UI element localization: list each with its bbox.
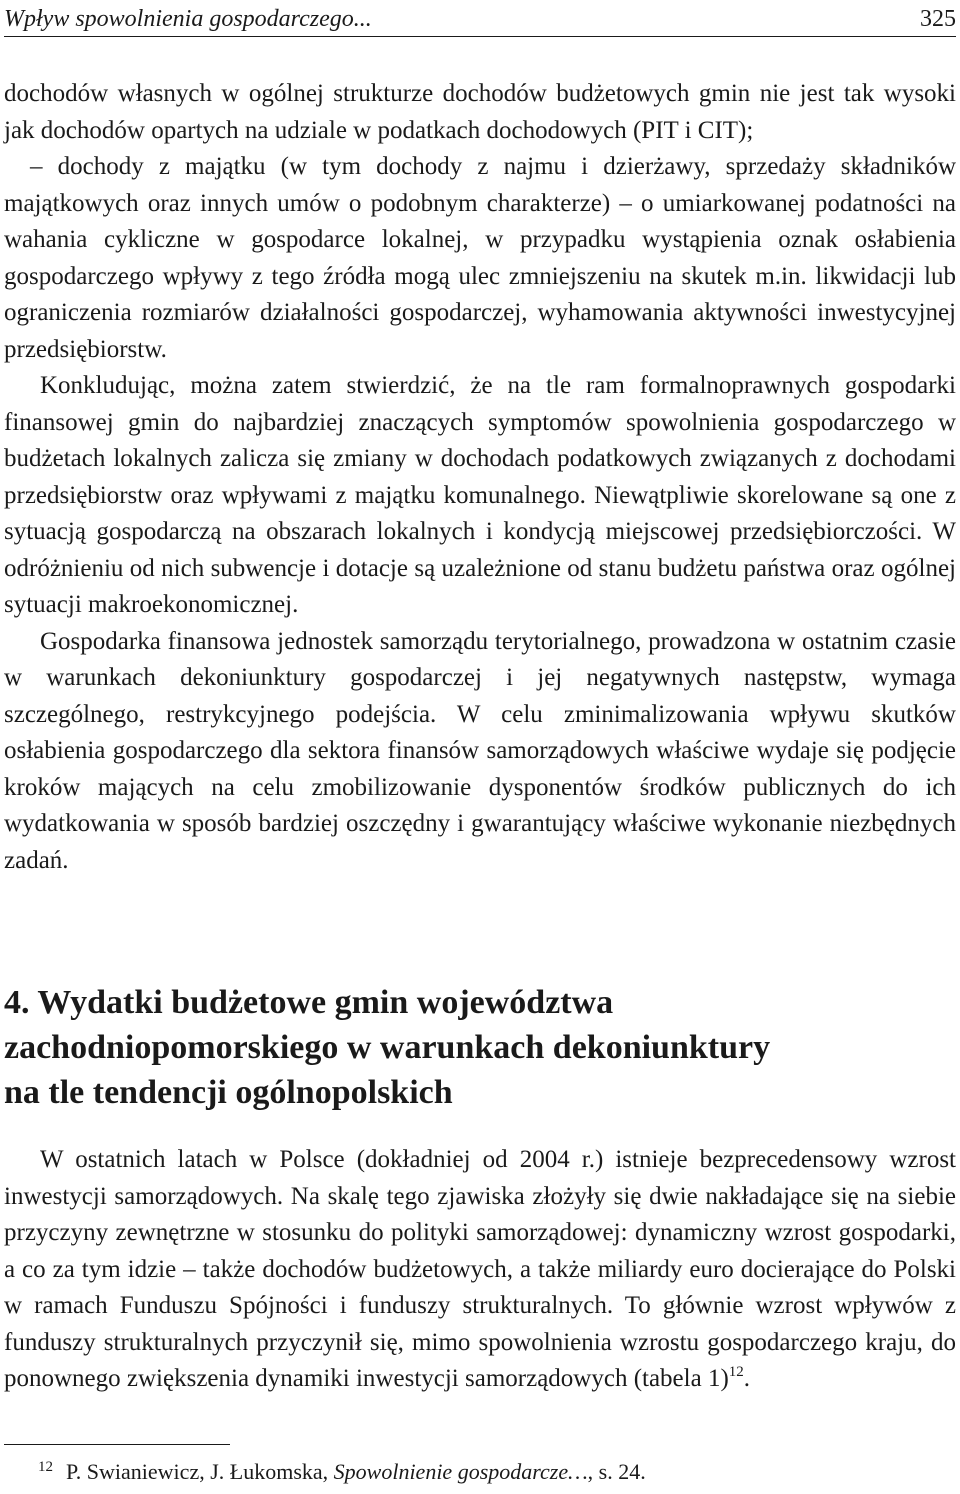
section-body [4,1142,956,1398]
footnote: 12 P. Swianiewicz, J. Łukomska, Spowolnienie gospodarcze…, s. 24. [38,1459,646,1484]
list-item-dash: – dochody z majątku (w tym dochody z najmu i dzierżawy, sprzedaży składników majątkowych oraz innych umów o podobnym charakterze) – o umiarkowanej podatności na wahania cykliczne w gospodarce lokalnej, w przypadku wystąpienia oznak osłabienia gospodarczego wpływy z tego źródła mogą ulec zmniejszeniu na skutek m.in. likwidacji lub ograniczenia rozmiarów działalności gospodarczej, wyhamowania aktywności inwestycyjnej przedsiębiorstw. [4,153,956,363]
paragraph-text: W ostatnich latach w Polsce (dokładniej od 2004 r.) istnieje bezprecedensowy wzrost inwestycji samorządowych. Na skalę tego zjawiska złożyły się dwie nakładające się na siebie przyczyny zewnętrzne w stosunku do polityki samorządowej: dynamiczny wzrost gospodarki, a co za tym idzie – także dochodów budżetowych, a także miliardy euro docierające do Polski w ramach Funduszu Spójności i funduszy strukturalnych. To głównie wzrost wpływów z funduszy strukturalnych przyczynił się, mimo spowolnienia wzrostu gospodarczego kraju, do ponownego zwiększenia dynamiki inwestycji samorządowych (tabela 1) [4,1146,956,1392]
page-number: 325 [920,6,956,32]
footnote-pages: , s. 24. [587,1459,646,1484]
body-text [4,76,956,879]
paragraph: Gospodarka finansowa jednostek samorządu terytorialnego, prowadzona w ostatnim czasie w warunkach dekoniunktury gospodarczej i jej negatywnych następstw, wymaga szczególnego, restrykcyjnego podejścia. W celu zminimalizowania wpływu skutków osłabienia gospodarczego dla sektora finansów samorządowych właściwe wydaje się podjęcie kroków mających na celu zmobilizowanie dysponentów środków publicznych do ich wydatkowania w sposób bardziej oszczędny i gwarantujący właściwe wykonanie niezbędnych zadań. [4,627,956,874]
paragraph-continuation: dochodów własnych w ogólnej strukturze dochodów budżetowych gmin nie jest tak wysoki jak dochodów opartych na udziale w podatkach dochodowych (PIT i CIT); [4,80,956,144]
running-title: Wpływ spowolnienia gospodarczego... [4,6,372,32]
header-rule [4,36,956,37]
footnote-authors: P. Swianiewicz, J. Łukomska, [66,1459,334,1484]
footnote-title: Spowolnienie gospodarcze… [333,1459,588,1484]
paragraph-end: . [743,1365,751,1392]
footnote-ref[interactable]: 12 [728,1364,744,1380]
running-head [4,4,956,34]
paragraph: Konkludując, można zatem stwierdzić, że na tle ram formalnoprawnych gospodarki finansowej gmin do najbardziej znaczących symptomów spowolnienia gospodarczego w budżetach lokalnych zalicza się zmiany w dochodach podatkowych związanych z dochodami przedsiębiorstw oraz wpływami z majątku komunalnego. Niewątpliwie skorelowane są one z sytuacją gospodarczą na obszarach lokalnych i kondycją miejscowej przedsiębiorczości. W odróżnieniu od nich subwencje i dotacje są uzależnione od stanu budżetu państwa oraz ogólnej sytuacji makroekonomicznej. [4,372,956,618]
paragraph [4,1142,956,1398]
footnote-rule [4,1444,230,1445]
section-heading: 4. Wydatki budżetowe gmin województwa zachodniopomorskiego w warunkach dekoniunktury na tle tendencji ogólnopolskich [4,984,771,1111]
